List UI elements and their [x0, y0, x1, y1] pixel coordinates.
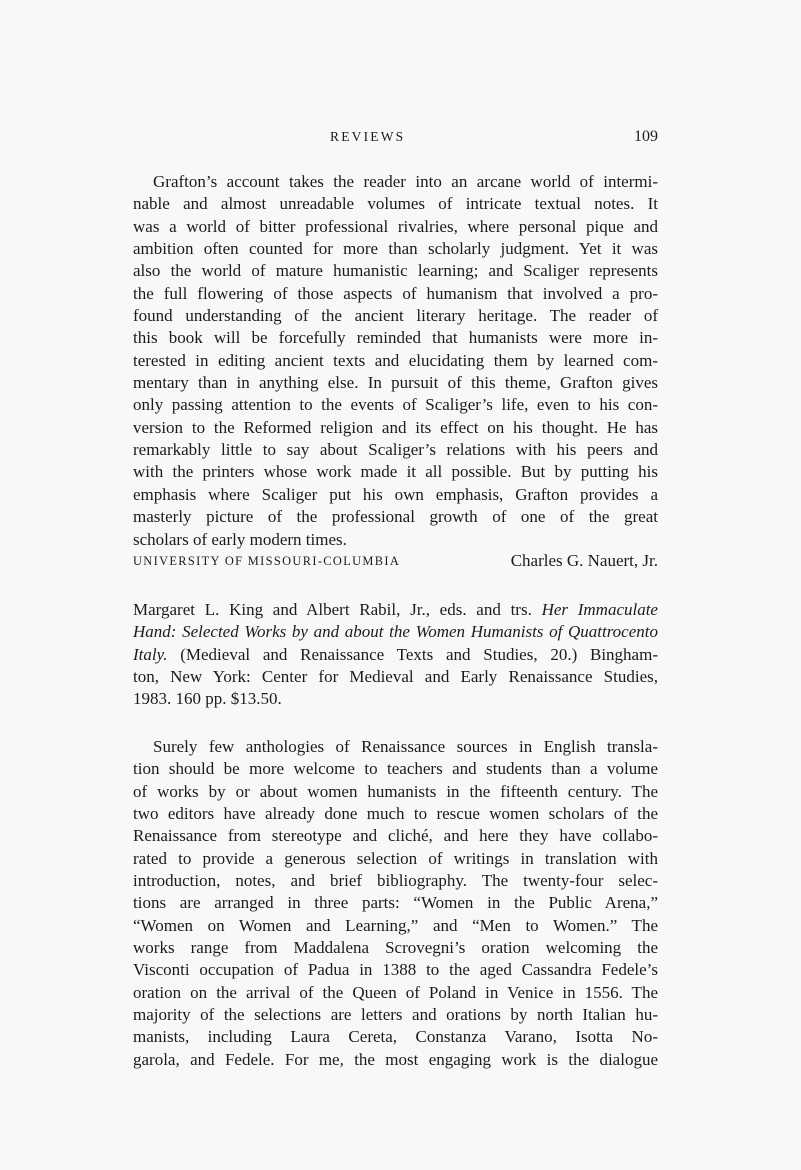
text-line — [133, 870, 658, 892]
text-line — [133, 372, 658, 394]
text-line-content: terested in editing ancient texts and elucidating them by learned com- — [133, 350, 658, 370]
text-line-content: Surely few anthologies of Renaissance sources in English transla- — [153, 737, 658, 756]
text-line — [133, 327, 658, 349]
text-line — [133, 848, 658, 870]
text-line — [133, 937, 658, 959]
text-line-content: with the printers whose work made it all possible. But by putting his — [133, 462, 658, 482]
citation-line-content — [133, 622, 658, 641]
text-line — [133, 825, 658, 847]
text-line — [133, 283, 658, 305]
text-line-content: scholars of early modern times. — [133, 529, 347, 549]
text-line-content: nable and almost unreadable volumes of intricate textual notes. It — [133, 194, 658, 214]
page-number: 109 — [634, 128, 658, 145]
text-line-content: garola, and Fedele. For me, the most engaging work is the dialogue — [133, 1049, 658, 1069]
text-line-content: works range from Maddalena Scrovegni’s oration welcoming the — [133, 938, 658, 958]
text-line-content: of works by or about women humanists in the fifteenth century. The — [133, 781, 658, 801]
text-line-content: tion should be more welcome to teachers and students than a volume — [133, 759, 658, 779]
text-line — [133, 736, 658, 758]
text-line — [133, 758, 658, 780]
text-line — [133, 1004, 658, 1026]
text-line — [133, 350, 658, 372]
text-line — [133, 171, 658, 193]
citation-line — [133, 644, 658, 666]
citation-text-segment: Margaret L. King and Albert Rabil, Jr., eds. and trs. — [133, 600, 542, 619]
text-line — [133, 260, 658, 282]
text-line-content: Visconti occupation of Padua in 1388 to the aged Cassandra Fedele’s — [133, 960, 658, 980]
text-line-content: was a world of bitter professional rivalries, where personal pique and — [133, 216, 658, 236]
text-line-content: majority of the selections are letters and orations by north Italian hu- — [133, 1005, 658, 1025]
text-line-content: Grafton’s account takes the reader into an arcane world of intermi- — [153, 172, 658, 191]
text-line — [133, 439, 658, 461]
text-line-content: two editors have already done much to rescue women scholars of the — [133, 804, 658, 824]
text-line-content: Renaissance from stereotype and cliché, and here they have collabo- — [133, 826, 658, 846]
citation-text-segment: ton, New York: Center for Medieval and Early Renaissance Studies, — [133, 667, 658, 687]
text-line — [133, 484, 658, 506]
text-line — [133, 461, 658, 483]
text-line-content: emphasis where Scaliger put his own emphasis, Grafton provides a — [133, 484, 658, 504]
text-line — [133, 417, 658, 439]
reviewer-affiliation: UNIVERSITY OF MISSOURI-COLUMBIA — [133, 554, 401, 568]
reviewer-name: Charles G. Nauert, Jr. — [510, 551, 658, 570]
text-line — [133, 892, 658, 914]
text-line-content: introduction, notes, and brief bibliography. The twenty-four selec- — [133, 871, 658, 891]
text-line — [133, 982, 658, 1004]
citation-text-segment: 1983. 160 pp. $13.50. — [133, 689, 282, 709]
text-line — [133, 506, 658, 528]
text-line-content: mentary than in anything else. In pursuit of this theme, Grafton gives — [133, 373, 658, 393]
text-line-content: remarkably little to say about Scaliger’s relations with his peers and — [133, 440, 658, 460]
text-line-content: this book will be forcefully reminded that humanists were more in- — [133, 328, 658, 348]
text-line — [133, 915, 658, 937]
text-line-content: masterly picture of the professional growth of one of the great — [133, 507, 658, 527]
citation-text-segment: (Medieval and Renaissance Texts and Studies, 20.) Bingham- — [167, 644, 658, 664]
review-2-body — [133, 736, 658, 1071]
citation-line-content — [133, 667, 658, 686]
text-line — [133, 238, 658, 260]
text-line — [133, 216, 658, 238]
citation-line — [133, 621, 658, 643]
book-title-segment: Her Immaculate — [541, 600, 658, 619]
book-title-segment: Italy. — [133, 644, 168, 664]
text-line-content: only passing attention to the events of Scaliger’s life, even to his con- — [133, 395, 658, 415]
text-line — [133, 803, 658, 825]
book-citation — [133, 599, 658, 711]
review-1-body — [133, 171, 658, 551]
text-line-content: manists, including Laura Cereta, Constanza Varano, Isotta No- — [133, 1027, 658, 1047]
text-line — [133, 1049, 658, 1071]
book-title-segment: Hand: Selected Works by and about the Women Humanists of Quattrocento — [133, 622, 658, 642]
text-line — [133, 1026, 658, 1048]
text-line-content: tions are arranged in three parts: “Women in the Public Arena,” — [133, 893, 658, 913]
citation-line — [133, 599, 658, 621]
citation-line-content — [133, 645, 658, 664]
citation-line-content — [133, 600, 658, 619]
text-line-content: version to the Reformed religion and its effect on his thought. He has — [133, 417, 658, 437]
review-1-signature — [133, 550, 658, 572]
citation-line — [133, 666, 658, 688]
text-line — [133, 529, 658, 551]
text-line-content: rated to provide a generous selection of writings in translation with — [133, 848, 658, 868]
text-line-content: found understanding of the ancient literary heritage. The reader of — [133, 306, 658, 326]
text-line — [133, 781, 658, 803]
text-line — [133, 959, 658, 981]
text-line — [133, 394, 658, 416]
text-line-content: the full flowering of those aspects of humanism that involved a pro- — [133, 283, 658, 303]
text-line — [133, 305, 658, 327]
text-line — [133, 193, 658, 215]
citation-line — [133, 688, 658, 710]
text-line-content: oration on the arrival of the Queen of Poland in Venice in 1556. The — [133, 982, 658, 1002]
running-title: REVIEWS — [330, 129, 406, 144]
text-line-content: ambition often counted for more than scholarly judgment. Yet it was — [133, 239, 658, 259]
citation-line-content — [133, 689, 282, 708]
text-line-content: “Women on Women and Learning,” and “Men to Women.” The — [133, 915, 658, 935]
text-line-content: also the world of mature humanistic learning; and Scaliger represents — [133, 261, 658, 281]
